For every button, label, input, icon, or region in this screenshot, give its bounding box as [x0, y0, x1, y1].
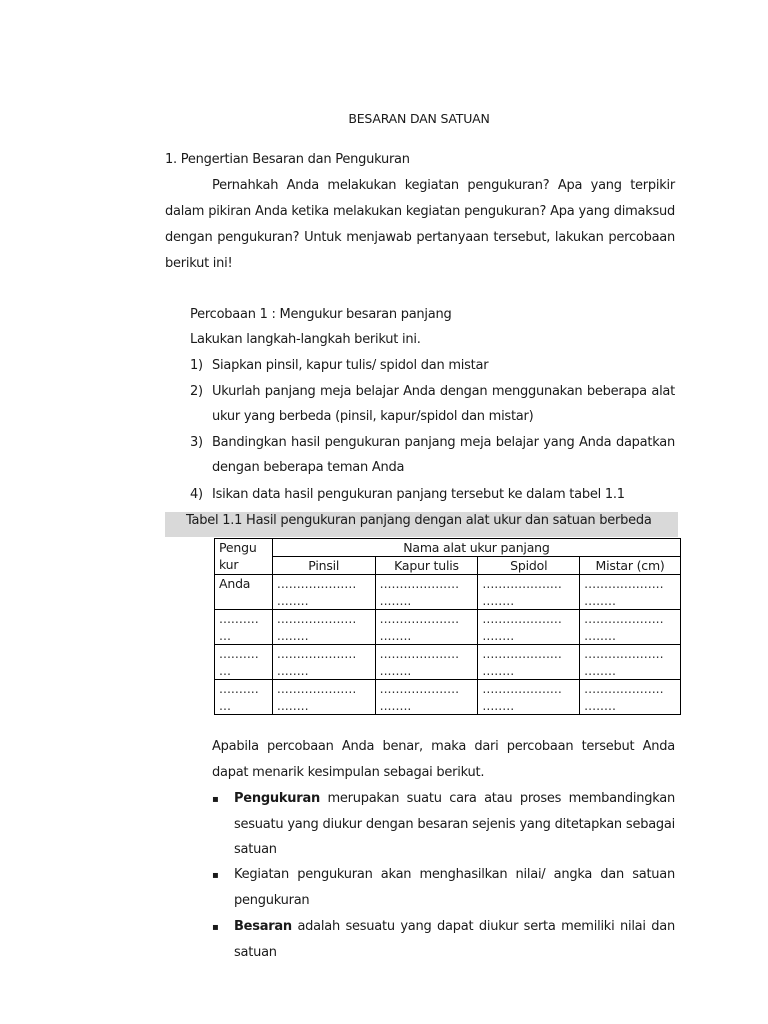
cell-line: ........: [584, 698, 616, 713]
bullet-line: satuan: [234, 945, 277, 960]
cell-line: ........: [482, 663, 515, 678]
data-cell: [375, 680, 478, 715]
table-row: [215, 680, 681, 715]
experiment-intro: Lakukan langkah-langkah berikut ini.: [190, 332, 421, 347]
cell-line: ........: [482, 593, 515, 608]
page-title: BESARAN DAN SATUAN: [348, 111, 490, 126]
data-cell: [580, 645, 681, 680]
section-heading: 1. Pengertian Besaran dan Pengukuran: [165, 152, 410, 167]
conclusion-line: dapat menarik kesimpulan sebagai berikut.: [212, 765, 485, 780]
bullet-line: Kegiatan pengukuran akan menghasilkan nilai/ angka dan satuan: [234, 867, 675, 882]
data-cell: [580, 680, 681, 715]
cell-line: ....................: [379, 646, 460, 661]
cell-line: ........: [584, 663, 616, 678]
bullet-text: merupakan suatu cara atau proses membandingkan: [320, 791, 675, 806]
corner-header-line: Pengu: [219, 540, 257, 555]
corner-header-cell: [215, 539, 273, 575]
cell-line: ........: [276, 593, 309, 608]
bullet-icon: ▪: [212, 794, 219, 805]
cell-line: ....................: [584, 681, 664, 696]
table-caption: Tabel 1.1 Hasil pengukuran panjang dengan alat ukur dan satuan berbeda: [186, 513, 652, 528]
cell-line: ....................: [276, 681, 357, 696]
column-header: Spidol: [478, 557, 580, 575]
bullet-icon: ▪: [212, 870, 219, 881]
step-text: Siapkan pinsil, kapur tulis/ spidol dan mistar: [212, 358, 489, 373]
data-cell: [478, 645, 580, 680]
row-name-line: ...: [219, 698, 231, 713]
measurement-table: [214, 538, 681, 715]
paragraph-line: Pernahkah Anda melakukan kegiatan pengukuran? Apa yang terpikir: [212, 178, 675, 193]
step-number: 1): [190, 358, 203, 373]
bullet-line: pengukuran: [234, 893, 310, 908]
column-header: Kapur tulis: [375, 557, 478, 575]
bullet-term: Pengukuran: [234, 791, 320, 806]
bullet-icon: ▪: [212, 922, 219, 933]
corner-header-line: kur: [219, 557, 239, 572]
cell-line: ....................: [379, 576, 460, 591]
cell-line: ....................: [482, 576, 562, 591]
cell-line: ........: [276, 663, 309, 678]
cell-line: ....................: [482, 646, 562, 661]
cell-line: ........: [482, 628, 515, 643]
row-name-cell: [215, 645, 273, 680]
cell-line: ....................: [379, 681, 460, 696]
cell-line: ....................: [482, 611, 562, 626]
step-text: ukur yang berbeda (pinsil, kapur/spidol dan mistar): [212, 409, 534, 424]
row-name-cell: [215, 680, 273, 715]
step-text: Bandingkan hasil pengukuran panjang meja belajar yang Anda dapatkan: [212, 435, 675, 450]
column-header: Pinsil: [272, 557, 375, 575]
data-cell: [272, 610, 375, 645]
bullet-line: sesuatu yang diukur dengan besaran sejenis yang ditetapkan sebagai: [234, 817, 675, 832]
data-cell: [478, 575, 580, 610]
step-number: 4): [190, 487, 203, 502]
step-number: 3): [190, 435, 203, 450]
row-name-line: Anda: [219, 576, 251, 591]
step-text: Ukurlah panjang meja belajar Anda dengan menggunakan beberapa alat: [212, 384, 675, 399]
cell-line: ....................: [276, 646, 357, 661]
cell-line: ........: [276, 698, 309, 713]
cell-line: ........: [482, 698, 515, 713]
data-cell: [375, 645, 478, 680]
conclusion-line: Apabila percobaan Anda benar, maka dari percobaan tersebut Anda: [212, 739, 675, 754]
row-name-cell: [215, 610, 273, 645]
data-cell: [375, 610, 478, 645]
row-name-cell: [215, 575, 273, 610]
row-name-line: ..........: [219, 646, 259, 661]
cell-line: ....................: [584, 611, 664, 626]
table-row: [215, 610, 681, 645]
step-text: dengan beberapa teman Anda: [212, 460, 405, 475]
data-cell: [580, 610, 681, 645]
bullet-line: [234, 791, 675, 806]
row-name-line: ..........: [219, 611, 259, 626]
table-subheader-row: [215, 557, 681, 575]
paragraph-line: dengan pengukuran? Untuk menjawab pertanyaan tersebut, lakukan percobaan: [165, 230, 675, 245]
data-cell: [580, 575, 681, 610]
paragraph-line: dalam pikiran Anda ketika melakukan kegiatan pengukuran? Apa yang dimaksud: [165, 204, 675, 219]
cell-line: ....................: [482, 681, 562, 696]
column-header: Mistar (cm): [580, 557, 681, 575]
cell-line: ....................: [584, 646, 664, 661]
data-cell: [272, 680, 375, 715]
cell-line: ....................: [276, 576, 357, 591]
bullet-line: satuan: [234, 842, 277, 857]
cell-line: ........: [379, 663, 412, 678]
cell-line: ....................: [379, 611, 460, 626]
cell-line: ........: [379, 593, 412, 608]
cell-line: ........: [379, 698, 412, 713]
cell-line: ....................: [276, 611, 357, 626]
cell-line: ....................: [584, 576, 664, 591]
cell-line: ........: [584, 628, 616, 643]
step-number: 2): [190, 384, 203, 399]
table-row: [215, 575, 681, 610]
cell-line: ........: [584, 593, 616, 608]
row-name-line: ...: [219, 628, 231, 643]
row-name-line: ..........: [219, 681, 259, 696]
bullet-line: [234, 919, 675, 934]
table-header-row: [215, 539, 681, 557]
bullet-term: Besaran: [234, 919, 292, 934]
data-cell: [272, 575, 375, 610]
paragraph-line: berikut ini!: [165, 256, 233, 271]
step-text: Isikan data hasil pengukuran panjang tersebut ke dalam tabel 1.1: [212, 487, 625, 502]
cell-line: ........: [276, 628, 309, 643]
bullet-text: adalah sesuatu yang dapat diukur serta memiliki nilai dan: [291, 919, 675, 934]
experiment-title: Percobaan 1 : Mengukur besaran panjang: [190, 307, 452, 322]
group-header-cell: Nama alat ukur panjang: [272, 539, 680, 557]
table-row: [215, 645, 681, 680]
data-cell: [478, 610, 580, 645]
row-name-line: ...: [219, 663, 231, 678]
cell-line: ........: [379, 628, 412, 643]
row-name-line: [219, 592, 268, 609]
data-cell: [272, 645, 375, 680]
data-cell: [375, 575, 478, 610]
data-cell: [478, 680, 580, 715]
